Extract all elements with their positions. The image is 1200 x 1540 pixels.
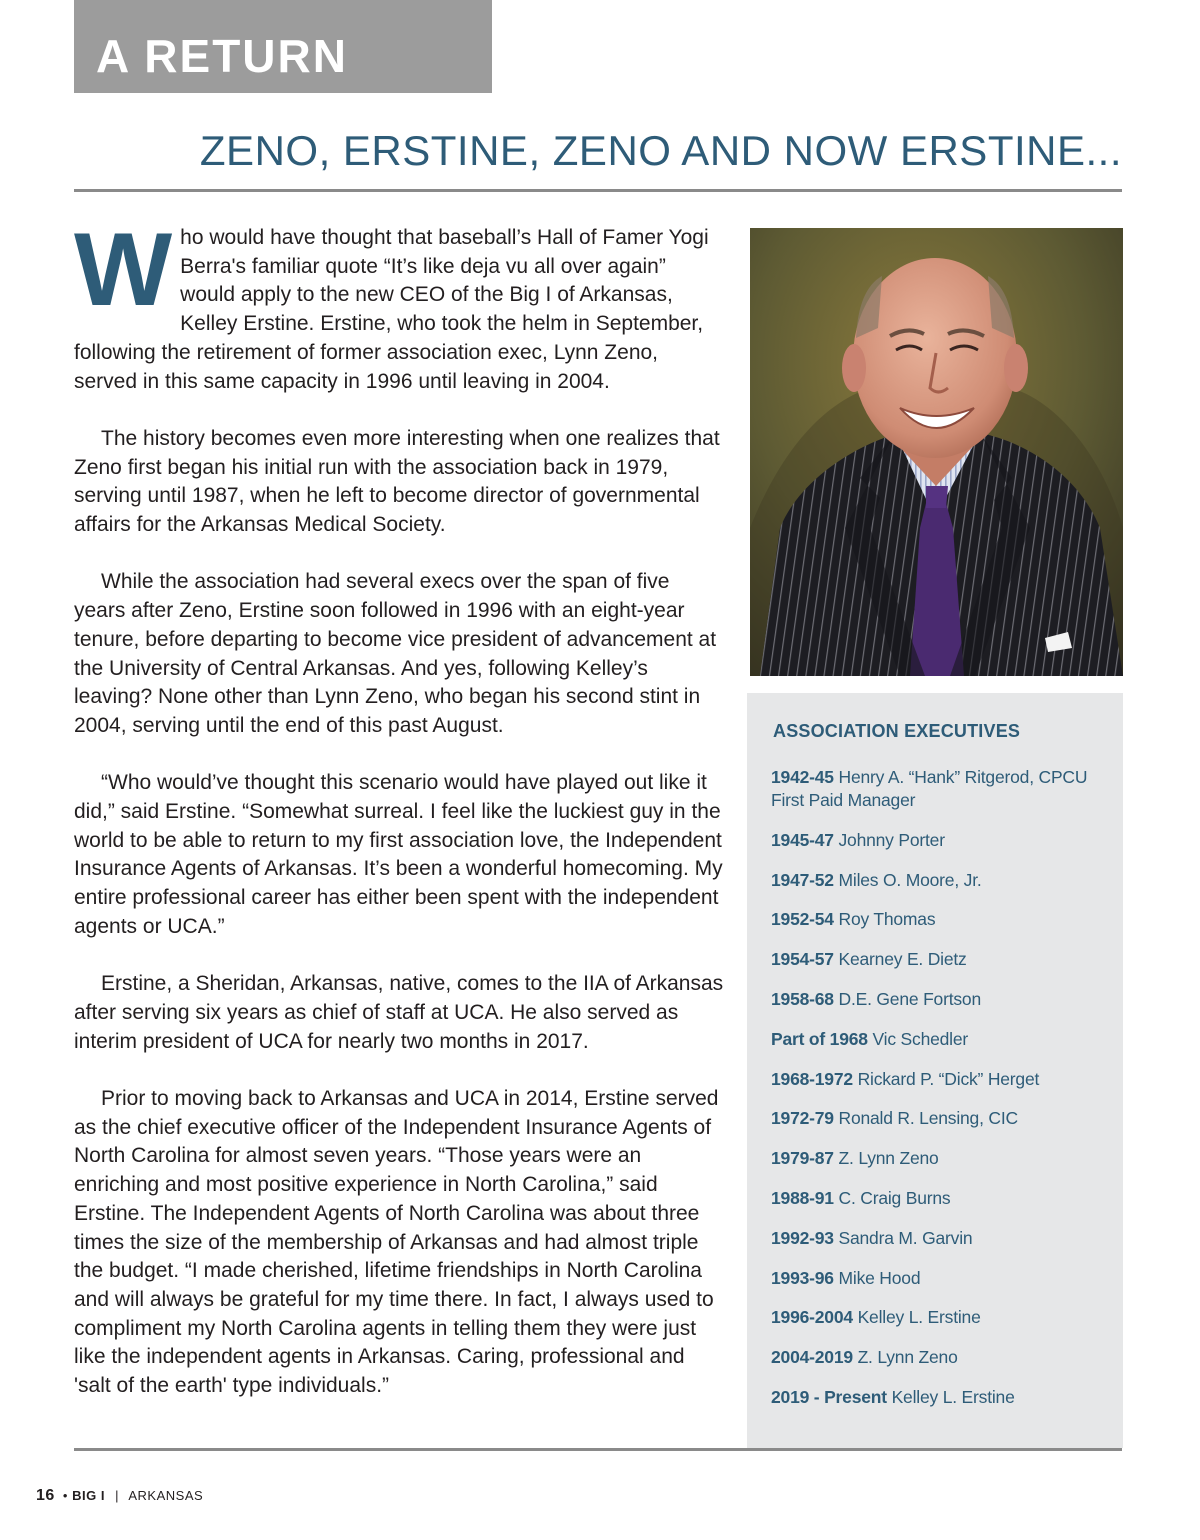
executive-note: First Paid Manager xyxy=(771,790,916,810)
executive-entry xyxy=(771,1346,1107,1369)
executive-name: Rickard P. “Dick” Herget xyxy=(857,1068,1040,1089)
association-executives-sidebar xyxy=(747,693,1123,1448)
executive-years: 1945-47 xyxy=(771,829,834,850)
executive-entry xyxy=(771,1107,1107,1130)
first-paragraph-text: ho would have thought that baseball’s Hall of Famer Yogi Berra's familiar quote “It’s like deja vu all over again” would apply to the new CEO of the Big I of Arkansas, Kelley Erstine. Erstine, who took the helm in September, following the retirement of former association exec, Lynn Zeno, served in this same capacity in 1996 until leaving in 2004. xyxy=(74,226,709,393)
executive-name: Kelley L. Erstine xyxy=(891,1386,1015,1407)
executive-years: 1979-87 xyxy=(771,1148,834,1169)
page-number: 16 xyxy=(36,1487,55,1504)
executive-name: Mike Hood xyxy=(838,1267,921,1288)
sidebar-title: ASSOCIATION EXECUTIVES xyxy=(773,721,1021,741)
footer-bullet: • xyxy=(62,1488,68,1503)
executive-years: 1972-79 xyxy=(771,1108,834,1129)
executive-name: Henry A. “Hank” Ritgerod, CPCU xyxy=(838,767,1088,787)
executive-entry xyxy=(771,1028,1107,1051)
executive-years: 1996-2004 xyxy=(771,1307,853,1328)
executive-entry xyxy=(771,1386,1107,1409)
executive-name: Johnny Porter xyxy=(838,829,945,850)
executive-entry xyxy=(771,1147,1107,1170)
executive-years: 1942-45 xyxy=(771,767,834,787)
portrait-illustration xyxy=(750,228,1123,676)
article-body xyxy=(74,212,724,1429)
section-tab xyxy=(74,0,492,93)
executive-name: Kearney E. Dietz xyxy=(838,949,967,970)
executive-entry xyxy=(771,1187,1107,1210)
article-paragraph: Erstine, a Sheridan, Arkansas, native, comes to the IIA of Arkansas after serving six years as chief of staff at UCA. He also served as interim president of UCA for nearly two months in 2017. xyxy=(74,972,724,1053)
page-footer xyxy=(36,1487,203,1505)
footer-separator: | xyxy=(115,1488,119,1503)
article-paragraph: While the association had several execs over the span of five years after Zeno, Erstine soon followed in 1996 with an eight-year tenure, before departing to become vice president of advancement at the University of Central Arkansas. And yes, following Kelley’s leaving? None other than Lynn Zeno, who began his second stint in 2004, serving until the end of this past August. xyxy=(74,570,717,737)
executive-years: 1968-1972 xyxy=(771,1068,853,1089)
footer-state: ARKANSAS xyxy=(128,1488,204,1503)
executive-name: Vic Schedler xyxy=(872,1028,969,1049)
article-headline: ZENO, ERSTINE, ZENO AND NOW ERSTINE... xyxy=(199,127,1122,174)
article-paragraph: The history becomes even more interesting when one realizes that Zeno first began his initial run with the association back in 1979, serving until 1987, when he left to become director of governmental affairs for the Arkansas Medical Society. xyxy=(74,426,720,537)
executive-years: 1952-54 xyxy=(771,909,834,930)
executive-entry xyxy=(771,988,1107,1011)
executive-entry xyxy=(771,1068,1107,1091)
executive-name: Kelley L. Erstine xyxy=(857,1307,981,1328)
executive-name: Roy Thomas xyxy=(838,909,936,930)
executives-list xyxy=(771,766,1107,1409)
article-paragraph: Prior to moving back to Arkansas and UCA in 2014, Erstine served as the chief executive officer of the Independent Insurance Agents of North Carolina for almost seven years. “Those years were an enriching and most positive experience in North Carolina,” said Erstine. The Independent Agents of North Carolina was about three times the size of the membership of Arkansas and had almost triple the budget. “I made cherished, lifetime friendships in North Carolina and will always be grateful for my time there. In fact, I always used to compliment my North Carolina agents in telling them they were just like the independent agents in Arkansas. Caring, professional and 'salt of the earth' type individuals.” xyxy=(74,1087,719,1398)
executive-years: 2004-2019 xyxy=(771,1347,853,1368)
executive-name: Sandra M. Garvin xyxy=(838,1227,973,1248)
executive-name: Ronald R. Lensing, CIC xyxy=(838,1108,1018,1129)
executive-years: 1988-91 xyxy=(771,1187,834,1208)
executive-name: Z. Lynn Zeno xyxy=(857,1347,958,1368)
executive-entry xyxy=(771,829,1107,852)
executive-entry xyxy=(771,948,1107,971)
article-paragraph: “Who would’ve thought this scenario would have played out like it did,” said Erstine. “Somewhat surreal. I feel like the luckiest guy in the world to be able to return to my first association love, the Independent Insurance Agents of Arkansas. It’s been a wonderful homecoming. My entire professional career has either been spent with the independent agents or UCA.” xyxy=(74,771,723,938)
executive-entry xyxy=(771,1227,1107,1250)
footer-divider xyxy=(74,1448,1122,1451)
executive-entry xyxy=(771,908,1107,931)
executive-name: Z. Lynn Zeno xyxy=(838,1148,939,1169)
executive-years: 1954-57 xyxy=(771,949,834,970)
executive-years: Part of 1968 xyxy=(771,1028,868,1049)
header-divider xyxy=(74,189,1122,192)
executive-entry xyxy=(771,1306,1107,1329)
footer-brand: BIG I xyxy=(72,1488,105,1503)
executive-years: 1992-93 xyxy=(771,1227,834,1248)
executive-entry xyxy=(771,1267,1107,1290)
section-tab-label: A RETURN xyxy=(96,30,348,82)
executive-years: 1993-96 xyxy=(771,1267,834,1288)
executive-name: C. Craig Burns xyxy=(838,1187,951,1208)
executive-years: 2019 - Present xyxy=(771,1386,887,1407)
executive-years: 1958-68 xyxy=(771,988,834,1009)
drop-cap: W xyxy=(74,212,173,328)
executive-name: Miles O. Moore, Jr. xyxy=(838,869,982,890)
portrait-photo xyxy=(750,228,1123,676)
article-paragraph xyxy=(74,212,724,396)
executive-entry xyxy=(771,766,1107,812)
executive-name: D.E. Gene Fortson xyxy=(838,988,981,1009)
executive-entry xyxy=(771,869,1107,892)
executive-years: 1947-52 xyxy=(771,869,834,890)
